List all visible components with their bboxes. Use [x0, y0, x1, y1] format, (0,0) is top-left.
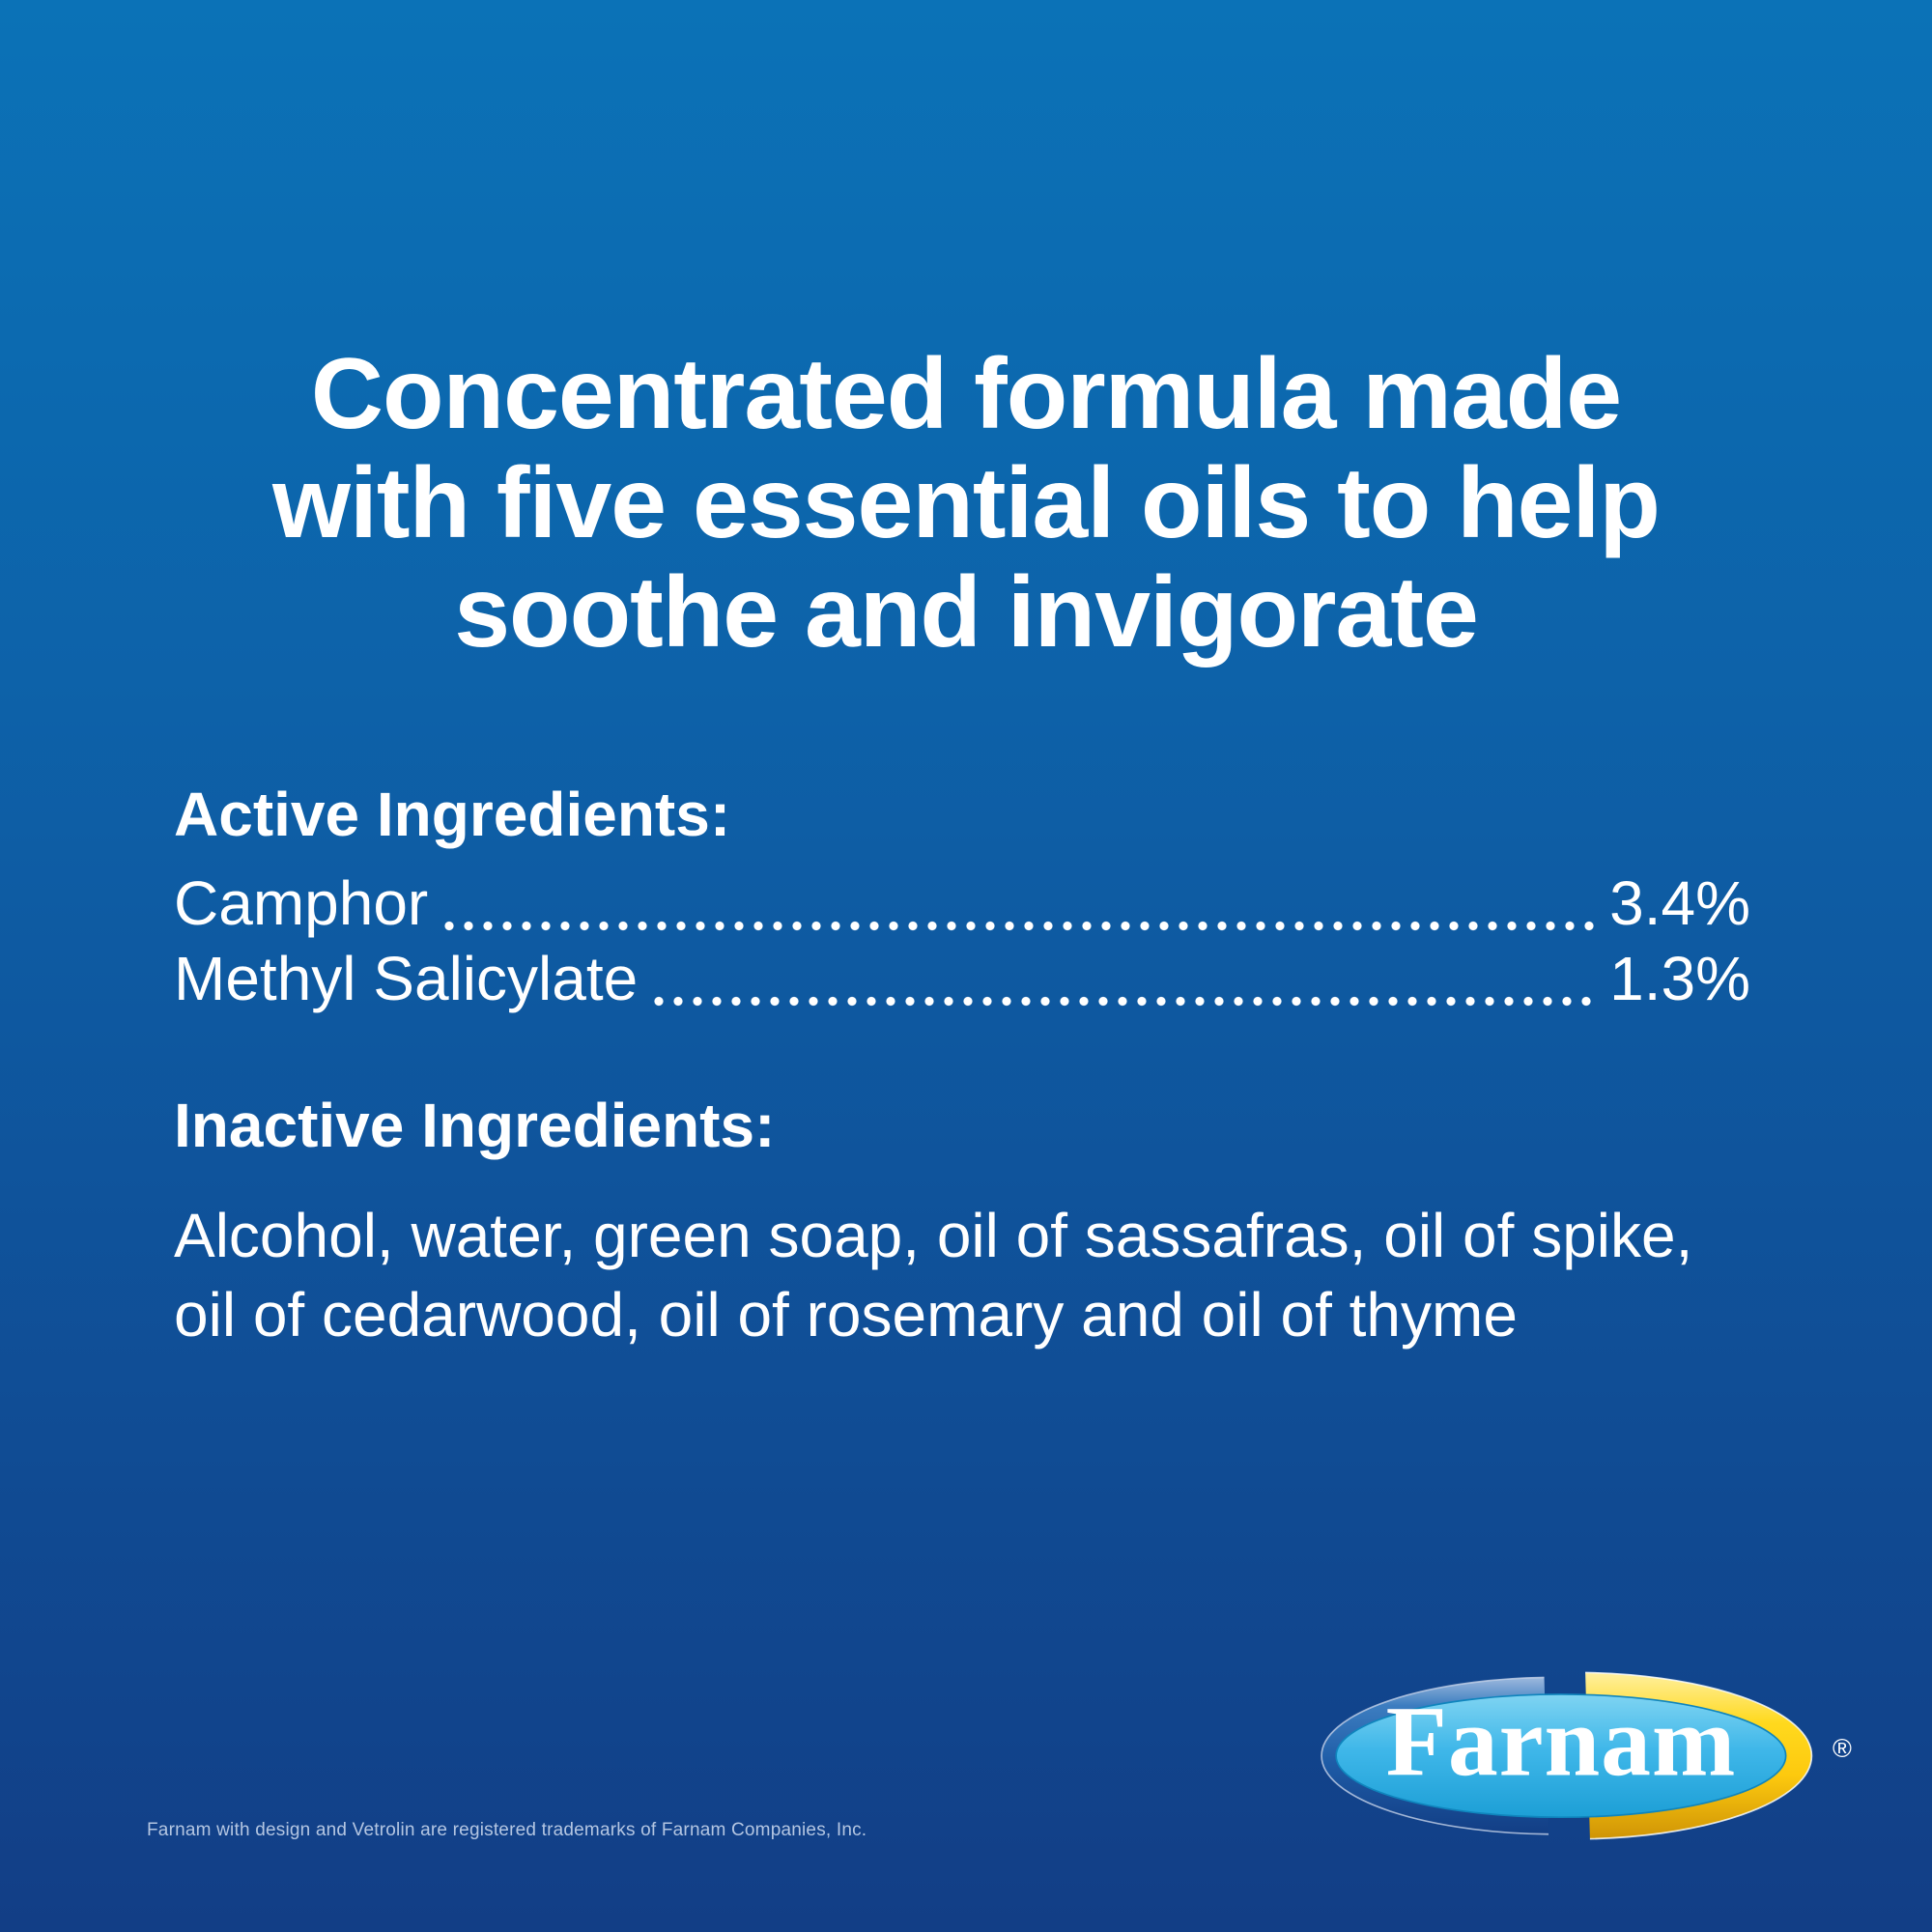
ingredient-name: Methyl Salicylate: [174, 944, 639, 1013]
inactive-line-1: Alcohol, water, green soap, oil of sassafras, oil of spike,: [174, 1201, 1693, 1270]
headline-line-1: Concentrated formula made: [310, 338, 1622, 450]
trademark-notice: Farnam with design and Vetrolin are registered trademarks of Farnam Companies, Inc.: [147, 1820, 867, 1840]
leader-dots: [649, 996, 1596, 1007]
ingredient-value: 1.3%: [1609, 944, 1750, 1013]
headline-line-2: with five essential oils to help: [272, 447, 1660, 559]
ingredient-row-methyl-salicylate: [174, 944, 1785, 1013]
inactive-ingredients-heading: Inactive Ingredients:: [174, 1091, 776, 1160]
ingredients-section: [174, 780, 1785, 1354]
headline: [0, 340, 1932, 668]
ingredient-name: Camphor: [174, 868, 429, 938]
ingredient-value: 3.4%: [1609, 868, 1750, 938]
farnam-logo: [1317, 1669, 1814, 1843]
active-ingredients-heading: Active Ingredients:: [174, 780, 731, 849]
leader-dots: [440, 921, 1596, 931]
headline-line-3: soothe and invigorate: [454, 556, 1478, 668]
inactive-ingredients-body: [174, 1196, 1785, 1354]
registered-trademark-symbol: ®: [1833, 1734, 1852, 1763]
logo-wordmark: Farnam: [1385, 1686, 1737, 1798]
farnam-logo-graphic: [1317, 1669, 1814, 1843]
ingredient-row-camphor: [174, 868, 1785, 938]
inactive-line-2: oil of cedarwood, oil of rosemary and oil of thyme: [174, 1280, 1518, 1350]
